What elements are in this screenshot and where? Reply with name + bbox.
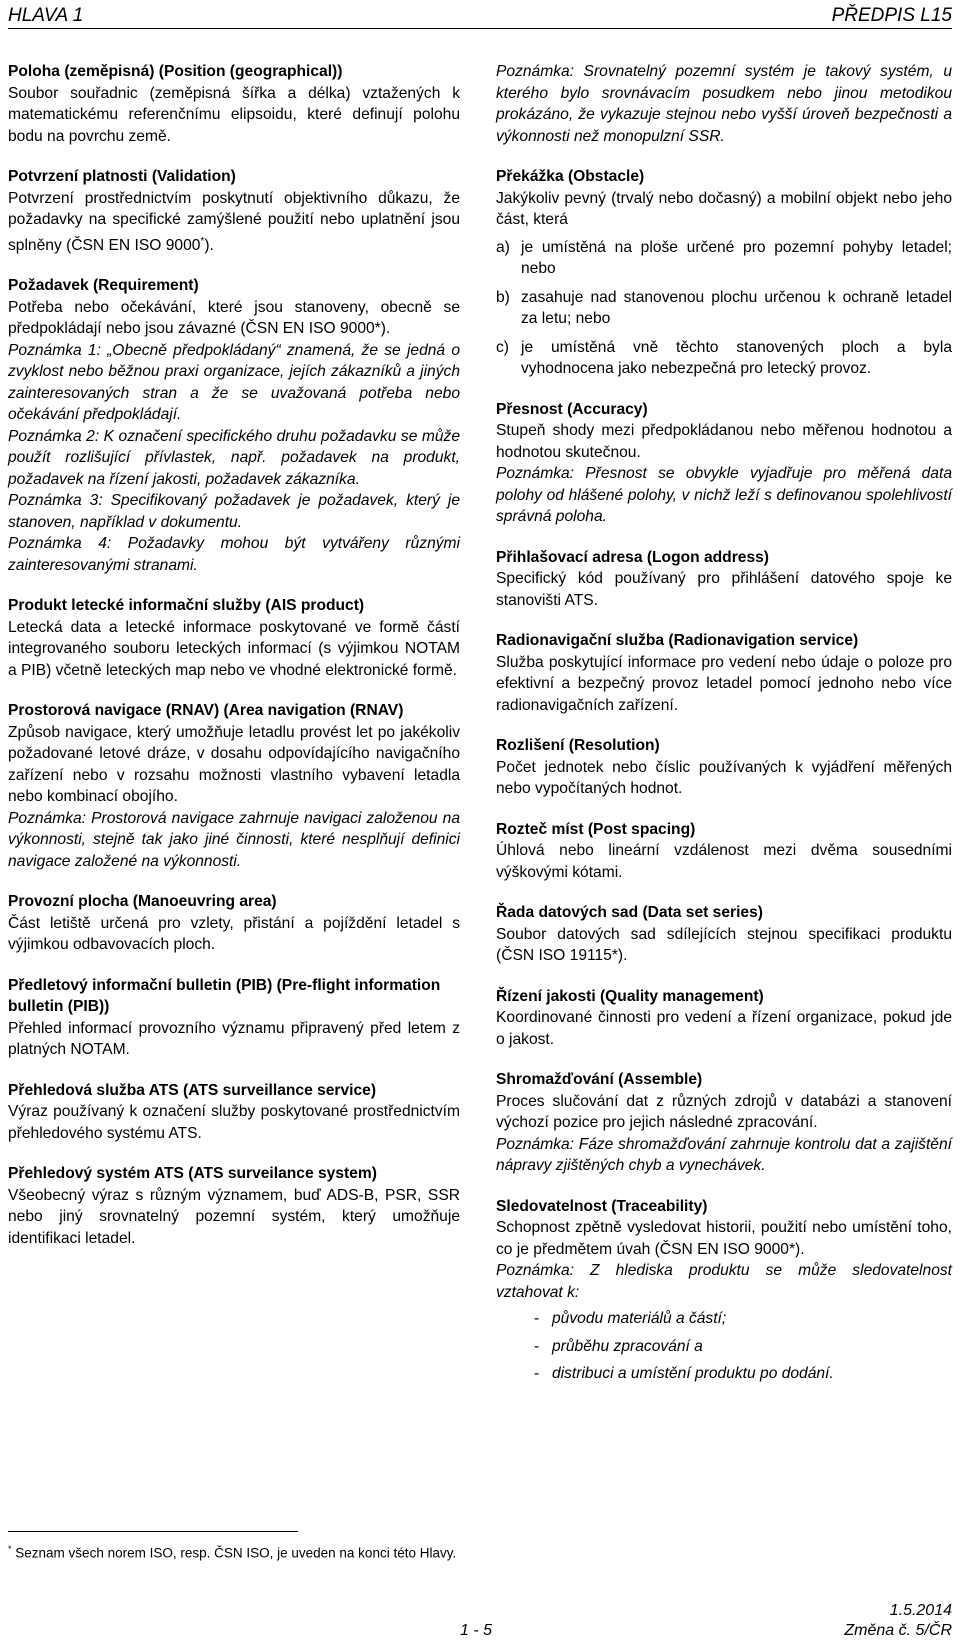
note-text bbox=[8, 426, 460, 491]
list-marker: b) bbox=[496, 288, 510, 306]
definition-term: Produkt letecké informační služby (AIS product) bbox=[8, 597, 365, 615]
footnote-separator bbox=[8, 1531, 298, 1532]
definition-section bbox=[8, 700, 460, 872]
change-number: Změna č. 5/ČR bbox=[844, 1622, 952, 1639]
definition-text bbox=[8, 297, 460, 340]
paragraph-text: Specifický kód používaný pro přihlášení datového spoje ke stanovišti ATS. bbox=[496, 570, 952, 609]
definition-section bbox=[496, 819, 952, 884]
footnote-text: Seznam všech norem ISO, resp. ČSN ISO, je uveden na konci této Hlavy. bbox=[15, 1545, 457, 1561]
definition-term: Předletový informační bulletin (PIB) (Pre-flight information bulletin (PIB)) bbox=[8, 976, 441, 1016]
dash-marker: - bbox=[534, 1337, 540, 1355]
definition-section bbox=[8, 166, 460, 256]
definition-term: Rozlišení (Resolution) bbox=[496, 737, 660, 754]
paragraph-text: Všeobecný výraz s různým významem, buď ADS-B, PSR, SSR nebo jiný srovnatelný pozemní systém, který umožňuje identifikaci letadel. bbox=[8, 1186, 460, 1247]
paragraph-text: Potvrzení prostřednictvím poskytnutí objektivního důkazu, že požadavky na specifické zamýšlené použití nebo uplatnění jsou splněny (ČSN EN ISO 9000 bbox=[8, 189, 460, 254]
paragraph-text: Poznámka: Srovnatelný pozemní systém je takový systém, u kterého bylo srovnávacím posudkem nebo jinou metodikou prokázáno, že vykazuje stejnou nebo vyšší úroveň bezpečnosti a výkonnosti než monopulzní SSR. bbox=[496, 63, 952, 145]
paragraph-text: Poznámka: Prostorová navigace zahrnuje navigaci založenou na výkonnosti, stejně tak jako jiné činnosti, které nesplňují definici navigace založené na výkonnosti. bbox=[8, 809, 460, 870]
definition-section bbox=[8, 61, 460, 147]
paragraph-text: Potřeba nebo očekávání, které jsou stanoveny, obecně se předpokládají nebo jsou závazné (ČSN EN ISO 9000*). bbox=[8, 298, 460, 338]
list-marker: a) bbox=[496, 238, 510, 256]
definition-text bbox=[496, 188, 952, 231]
definition-text bbox=[496, 1217, 952, 1260]
definition-text bbox=[496, 840, 952, 883]
item-list bbox=[496, 237, 952, 380]
paragraph-text: Proces slučování dat z různých zdrojů v databázi a stanovení výchozí pozice pro jejich následné zpracování. bbox=[496, 1092, 952, 1131]
paragraph-text: Letecká data a letecké informace poskytované ve formě částí integrovaného souboru leteckých informací (s výjimkou NOTAM a PIB) včetně leteckých map nebo ve vhodné elektronické formě. bbox=[8, 618, 460, 679]
list-item-text: průběhu zpracování a bbox=[552, 1337, 703, 1355]
list-item-text: je umístěná vně těchto stanovených ploch a byla vyhodnocena jako nebezpečná pro letecký provoz. bbox=[521, 338, 952, 377]
definition-section bbox=[496, 1069, 952, 1177]
definition-term: Poloha (zeměpisná) (Position (geographical)) bbox=[8, 63, 343, 80]
definition-term: Řada datových sad (Data set series) bbox=[496, 904, 763, 921]
paragraph-text: Poznámka 4: Požadavky mohou být vytvářeny různými zainteresovanými stranami. bbox=[8, 535, 460, 574]
paragraph-text: Schopnost zpětně vysledovat historii, použití nebo umístění toho, co je předmětem úvah (ČSN EN ISO 9000*). bbox=[496, 1219, 952, 1258]
dash-list bbox=[496, 1308, 952, 1385]
note-text bbox=[496, 1260, 952, 1303]
paragraph-text: Poznámka 2: K označení specifického druhu požadavku se může použít rozlišující přívlastek, např. požadavek na produkt, požadavek na řízení jakosti, požadavek zákazníka. bbox=[8, 427, 460, 488]
regulation-label: PŘEDPIS L15 bbox=[831, 5, 952, 26]
definition-section bbox=[8, 275, 460, 576]
definition-text bbox=[8, 1101, 460, 1144]
paragraph-tail: ). bbox=[204, 236, 214, 254]
paragraph-text: Soubor datových sad sdílejících stejnou specifikaci produktu (ČSN ISO 19115*). bbox=[496, 925, 952, 964]
note-text bbox=[496, 1134, 952, 1177]
definition-section bbox=[496, 1196, 952, 1385]
definition-section bbox=[496, 986, 952, 1051]
page-header bbox=[8, 2, 952, 29]
footer-date: 1.5.2014 bbox=[889, 1602, 952, 1619]
footnote-mark: * bbox=[8, 1544, 12, 1554]
dash-marker: - bbox=[534, 1310, 540, 1327]
definition-text bbox=[8, 722, 460, 808]
definition-section bbox=[496, 166, 952, 380]
definition-term: Rozteč míst (Post spacing) bbox=[496, 820, 696, 838]
definition-term: Přehledový systém ATS (ATS surveilance system) bbox=[8, 1165, 377, 1183]
definition-text bbox=[8, 188, 460, 257]
paragraph-text: Služba poskytující informace pro vedení nebo údaje o poloze pro efektivní a bezpečný provoz letadel pomocí jednoho nebo více radionavigačních zařízení. bbox=[496, 653, 952, 714]
paragraph-text: Počet jednotek nebo číslic používaných k vyjádření měřených nebo vypočítaných hodnot. bbox=[496, 758, 952, 797]
list-item-text: je umístěná na ploše určené pro pozemní pohyby letadel; nebo bbox=[521, 238, 952, 277]
definition-section bbox=[496, 630, 952, 716]
paragraph-text: Poznámka 1: „Obecně předpokládaný“ znamená, že se jedná o zvyklost nebo běžnou praxi organizace, jejích zákazníků a jiných zainteresovaných stran a že se uvažovaná potřeba nebo očekávání předpokládají. bbox=[8, 341, 460, 424]
definition-term: Přihlašovací adresa (Logon address) bbox=[496, 548, 769, 566]
paragraph-text: Jakýkoliv pevný (trvalý nebo dočasný) a mobilní objekt nebo jeho část, která bbox=[496, 189, 952, 228]
definition-text bbox=[496, 652, 952, 717]
definition-section bbox=[8, 891, 460, 956]
definition-text bbox=[8, 83, 460, 148]
definition-text bbox=[496, 757, 952, 800]
page-number: 1 - 5 bbox=[460, 1622, 493, 1639]
definition-text bbox=[8, 1018, 460, 1061]
list-item bbox=[496, 237, 952, 280]
note-text bbox=[8, 533, 460, 576]
paragraph-text: Výraz používaný k označení služby poskytované prostřednictvím přehledového systému ATS. bbox=[8, 1103, 460, 1142]
definition-text bbox=[496, 1091, 952, 1134]
definition-section bbox=[496, 902, 952, 967]
definition-text bbox=[496, 568, 952, 611]
definition-term: Radionavigační služba (Radionavigation service) bbox=[496, 632, 859, 649]
definition-text bbox=[8, 913, 460, 956]
definition-term: Sledovatelnost (Traceability) bbox=[496, 1197, 708, 1215]
footnote-ref: * bbox=[200, 235, 205, 247]
list-item bbox=[496, 1308, 952, 1330]
definition-text bbox=[496, 420, 952, 463]
paragraph-text: Část letiště určená pro vzlety, přistání a pojíždění letadel s výjimkou odbavovacích ploch. bbox=[8, 914, 460, 954]
paragraph-text: Poznámka: Fáze shromažďování zahrnuje kontrolu dat a zajištění nápravy zjištěných chyb a vynechávek. bbox=[496, 1135, 952, 1174]
paragraph-text: Stupeň shody mezi předpokládanou nebo měřenou hodnotou a hodnotou skutečnou. bbox=[496, 422, 952, 461]
definition-section bbox=[8, 1163, 460, 1249]
paragraph-text: Způsob navigace, který umožňuje letadlu provést let po jakékoliv požadované letové dráze, v dosahu odpovídajícího navigačního zařízení nebo v rozsahu možnosti vlastního vybavení letadla nebo kombinací obojího. bbox=[8, 723, 460, 806]
paragraph-text: Poznámka: Z hlediska produktu se může sledovatelnost vztahovat k: bbox=[496, 1262, 952, 1301]
list-marker: c) bbox=[496, 338, 509, 356]
dash-marker: - bbox=[534, 1365, 540, 1382]
definition-text bbox=[8, 617, 460, 682]
list-item bbox=[496, 337, 952, 380]
definition-term: Přesnost (Accuracy) bbox=[496, 400, 648, 418]
definition-text bbox=[496, 1007, 952, 1050]
note-text bbox=[496, 463, 952, 528]
paragraph-text: Poznámka 3: Specifikovaný požadavek je požadavek, který je stanoven, například v dokumentu. bbox=[8, 492, 460, 531]
list-item-text: distribuci a umístění produktu po dodání. bbox=[552, 1365, 834, 1382]
list-item bbox=[496, 1363, 952, 1385]
definition-section bbox=[496, 61, 952, 147]
definition-section bbox=[496, 735, 952, 800]
definition-term: Požadavek (Requirement) bbox=[8, 277, 199, 295]
paragraph-text: Poznámka: Přesnost se obvykle vyjadřuje pro měřená data polohy od hlášené polohy, v nichž leží s definovanou spolehlivostí správná poloha. bbox=[496, 465, 952, 525]
left-column bbox=[8, 61, 460, 1268]
chapter-label: HLAVA 1 bbox=[8, 5, 84, 26]
list-item-text: původu materiálů a částí; bbox=[552, 1310, 727, 1327]
definition-section bbox=[8, 975, 460, 1061]
right-column bbox=[496, 61, 952, 1404]
definition-term: Potvrzení platnosti (Validation) bbox=[8, 168, 236, 185]
list-item bbox=[496, 1336, 952, 1358]
definition-term: Shromažďování (Assemble) bbox=[496, 1071, 703, 1088]
note-text bbox=[8, 490, 460, 533]
paragraph-text: Přehled informací provozního významu připravený před letem z platných NOTAM. bbox=[8, 1019, 460, 1059]
definition-section bbox=[496, 547, 952, 612]
note-text bbox=[8, 340, 460, 426]
paragraph-text: Soubor souřadnic (zeměpisná šířka a délka) vztažených k matematickému referenčnímu elipsoidu, které definují polohu bodu na povrchu země. bbox=[8, 84, 460, 145]
definition-text bbox=[496, 924, 952, 967]
note-text bbox=[496, 61, 952, 147]
definition-section bbox=[8, 595, 460, 681]
list-item bbox=[496, 287, 952, 330]
definition-term: Provozní plocha (Manoeuvring area) bbox=[8, 893, 277, 911]
list-item-text: zasahuje nad stanovenou plochu určenou k ochraně letadel za letu; nebo bbox=[521, 288, 952, 327]
paragraph-text: Úhlová nebo lineární vzdálenost mezi dvěma sousedními výškovými kótami. bbox=[496, 842, 952, 881]
definition-section bbox=[8, 1080, 460, 1145]
definition-term: Řízení jakosti (Quality management) bbox=[496, 987, 764, 1005]
note-text bbox=[8, 808, 460, 873]
footnote bbox=[8, 1540, 460, 1563]
paragraph-text: Koordinované činnosti pro vedení a řízení organizace, pokud jde o jakost. bbox=[496, 1009, 952, 1048]
definition-term: Překážka (Obstacle) bbox=[496, 168, 645, 185]
definition-section bbox=[496, 399, 952, 528]
definition-term: Prostorová navigace (RNAV) (Area navigation (RNAV) bbox=[8, 702, 404, 720]
definition-text bbox=[8, 1185, 460, 1250]
definition-term: Přehledová služba ATS (ATS surveillance service) bbox=[8, 1081, 377, 1099]
